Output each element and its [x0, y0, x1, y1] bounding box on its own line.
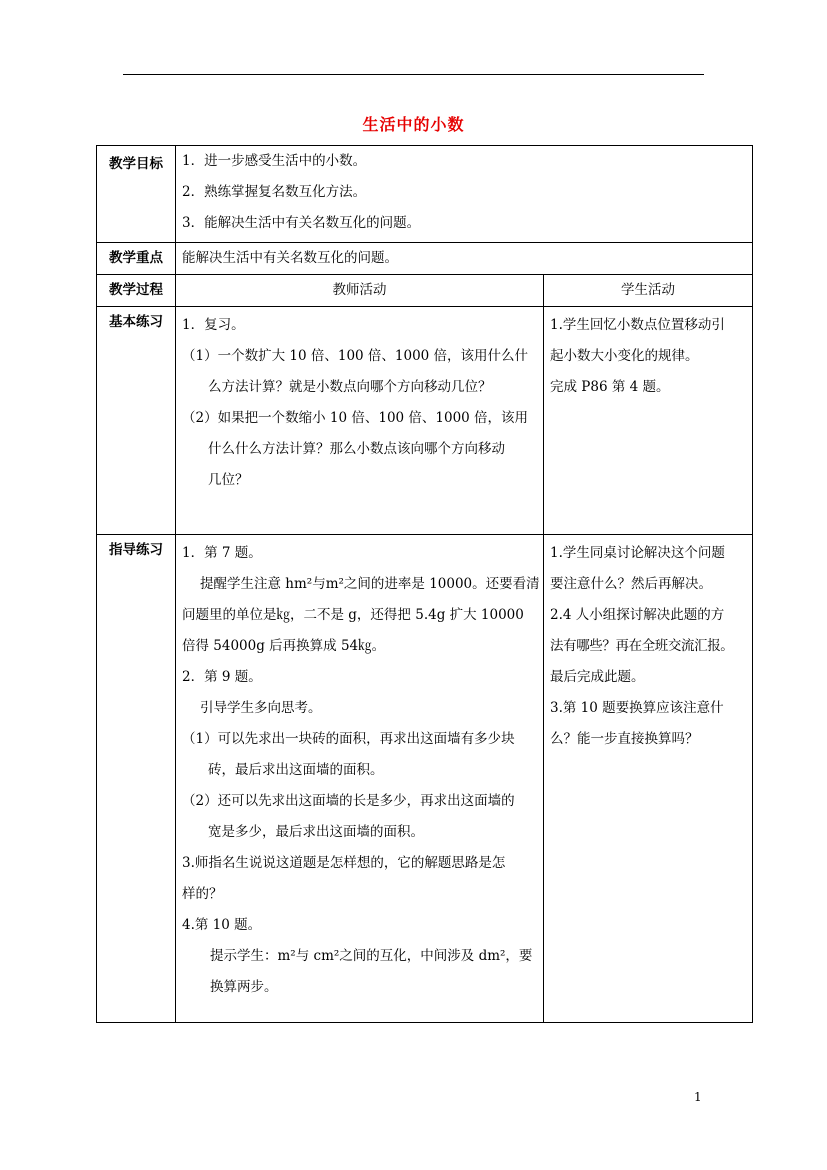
- teacher-line: 3.师指名生说说这道题是怎样想的，它的解题思路是怎: [182, 855, 506, 871]
- teacher-line: 么方法计算？就是小数点向哪个方向移动几位？: [208, 379, 492, 395]
- teacher-activity-header: 教师活动: [176, 275, 544, 307]
- objective-item: 3．能解决生活中有关名数互化的问题。: [182, 215, 421, 231]
- student-line: 2.4 人小组探讨解决此题的方: [550, 607, 725, 623]
- teacher-line: 倍得 54000g 后再换算成 54㎏。: [182, 638, 386, 654]
- document-title: 生活中的小数: [362, 115, 465, 134]
- student-line: 3.第 10 题要换算应该注意什: [550, 700, 724, 716]
- lesson-plan-table: [96, 145, 753, 1023]
- student-line: 要注意什么？然后再解决。: [550, 576, 712, 592]
- student-line: 最后完成此题。: [550, 669, 645, 685]
- process-label: 教学过程: [97, 275, 176, 307]
- objectives-content: [176, 146, 753, 243]
- basic-practice-student: [544, 307, 753, 535]
- teacher-line: 砖，最后求出这面墙的面积。: [208, 762, 384, 778]
- basic-practice-row: [97, 307, 753, 535]
- teacher-line: （1）一个数扩大 10 倍、100 倍、1000 倍，该用什么什: [182, 348, 529, 364]
- key-point-text: 能解决生活中有关名数互化的问题。: [176, 243, 753, 275]
- teacher-line: 提醒学生注意 hm²与m²之间的进率是 10000。还要看清: [200, 576, 540, 592]
- teacher-line: （1）可以先求出一块砖的面积，再求出这面墙有多少块: [182, 731, 515, 747]
- student-line: 完成 P86 第 4 题。: [550, 379, 670, 395]
- key-point-row: [97, 243, 753, 275]
- objective-item: 2．熟练掌握复名数互化方法。: [182, 184, 367, 200]
- key-point-label: 教学重点: [97, 243, 176, 275]
- teacher-line: 几位？: [208, 472, 249, 488]
- teacher-line: 什么什么方法计算？那么小数点该向哪个方向移动: [208, 441, 505, 457]
- teacher-line: 引导学生多向思考。: [200, 700, 322, 716]
- process-header-row: [97, 275, 753, 307]
- student-line: 1.学生同桌讨论解决这个问题: [550, 545, 725, 561]
- student-activity-header: 学生活动: [544, 275, 753, 307]
- teacher-line: 4.第 10 题。: [182, 917, 262, 933]
- guided-practice-student: [544, 535, 753, 1023]
- teacher-line: （2）如果把一个数缩小 10 倍、100 倍、1000 倍，该用: [182, 410, 529, 426]
- teacher-line: 宽是多少，最后求出这面墙的面积。: [208, 824, 424, 840]
- basic-practice-teacher: [176, 307, 544, 535]
- teacher-line: 问题里的单位是㎏，二不是 g，还得把 5.4g 扩大 10000: [182, 607, 524, 623]
- student-line: 法有哪些？再在全班交流汇报。: [550, 638, 734, 654]
- student-line: 起小数大小变化的规律。: [550, 348, 699, 364]
- teacher-line: （2）还可以先求出这面墙的长是多少，再求出这面墙的: [182, 793, 515, 809]
- teacher-line: 换算两步。: [210, 979, 278, 995]
- teacher-line: 样的？: [182, 886, 223, 902]
- basic-practice-label: 基本练习: [97, 307, 176, 535]
- teacher-line: 提示学生：m²与 cm²之间的互化，中间涉及 dm²，要: [210, 948, 533, 964]
- header-rule: [123, 74, 704, 75]
- objective-item: 1．进一步感受生活中的小数。: [182, 153, 367, 169]
- objectives-row: [97, 146, 753, 243]
- student-line: 么？能一步直接换算吗？: [550, 731, 699, 747]
- teacher-line: 1．第 7 题。: [182, 545, 262, 561]
- student-line: 1.学生回忆小数点位置移动引: [550, 317, 725, 333]
- page-number: 1: [694, 1090, 702, 1104]
- guided-practice-label: 指导练习: [97, 535, 176, 1023]
- objectives-label: 教学目标: [97, 146, 176, 243]
- teacher-line: 2．第 9 题。: [182, 669, 262, 685]
- guided-practice-teacher: [176, 535, 544, 1023]
- teacher-line: 1．复习。: [182, 317, 245, 333]
- guided-practice-row: [97, 535, 753, 1023]
